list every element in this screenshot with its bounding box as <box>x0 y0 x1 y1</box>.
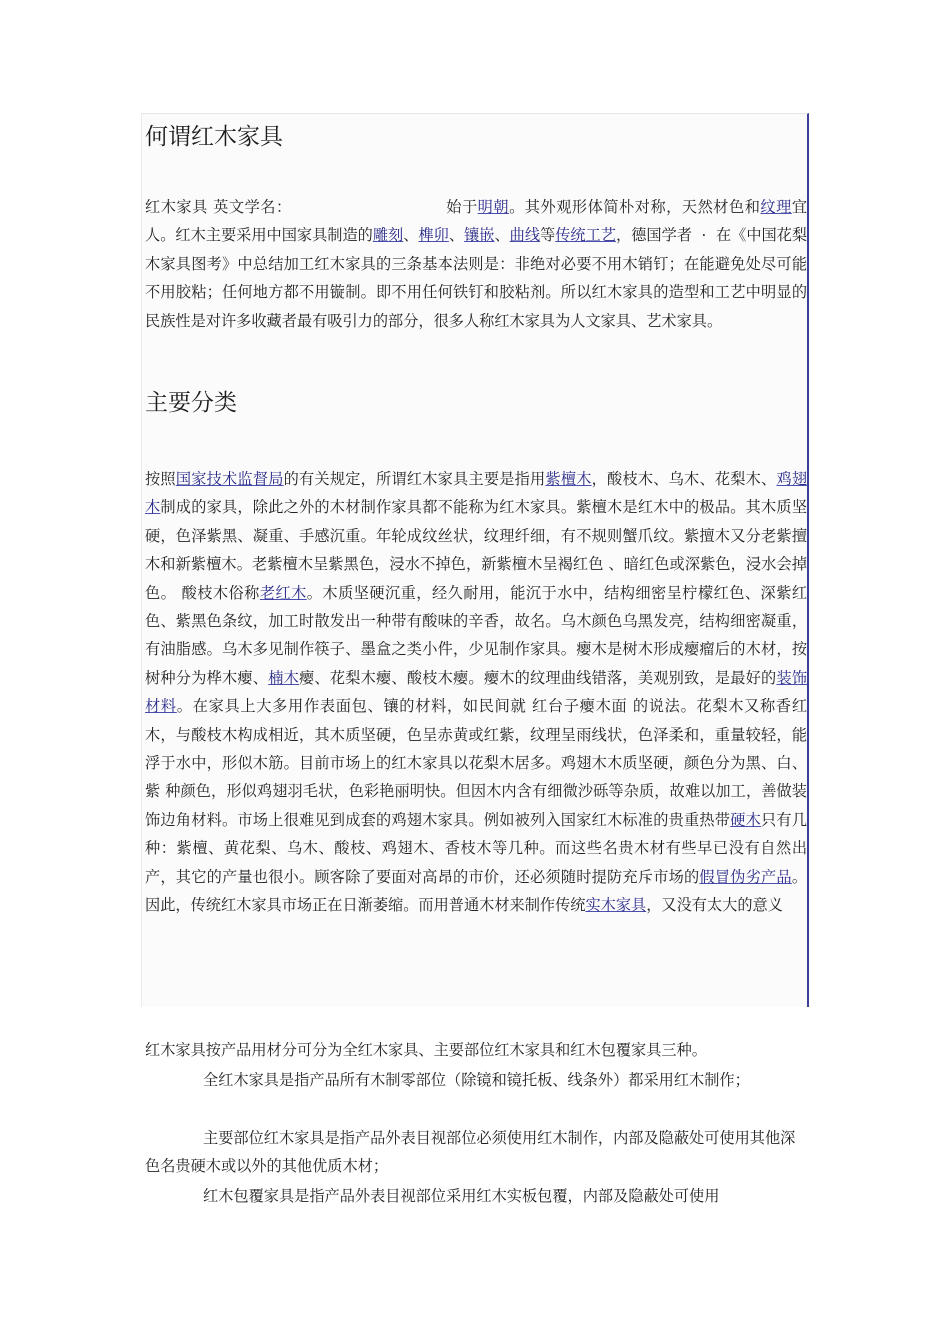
text-run: 。木质坚硬沉重，经久耐用，能沉于水中，结构细密呈柠檬红色、深紫红色、紫黑色条纹，加工时散发出一种带有酸味的辛香，故名。乌木颜色乌黑发亮，结构细密凝重，有油脂感。乌木多见制作筷子、墨盒之类小件，少见制作家具。瘿木是树木形成瘿瘤后的木材，按树种分为桦木瘿、 <box>145 583 808 687</box>
link-counterfeit[interactable]: 假冒伪劣产品 <box>699 867 792 886</box>
link-solid-wood[interactable]: 实木家具 <box>585 896 647 915</box>
name-dot: · <box>701 226 707 245</box>
text-run: 。因此，传统红木家具市场正在日渐萎缩。而用普通木材来制作传统 <box>145 867 808 915</box>
link-mortise-tenon[interactable]: 榫卯 <box>418 226 449 245</box>
category-full-rosewood: 全红木家具是指产品所有木制零部位（除镜和镜托板、线条外）都采用红木制作； <box>203 1071 750 1089</box>
page-title: 何谓红木家具 <box>145 124 283 150</box>
text-run: 只有几种：紫檀、黄花梨、乌木、酸枝、鸡翅木、香枝木等几种。而这些名贵木材有些早已没有自然出产，其它的产量也很小。顾客除了要面对高昂的市价，还必须随时提防充斥市场的 <box>145 810 808 886</box>
link-curve[interactable]: 曲线 <box>509 226 541 245</box>
category-veneer: 红木包覆家具是指产品外表目视部位采用红木实板包覆，内部及隐蔽处可使用 <box>203 1187 720 1205</box>
text-run: 瘿、花梨木瘿、酸枝木瘿。瘿木的纹理曲线错落，美观别致，是最好的 <box>299 668 777 687</box>
category-summary: 红木家具按产品用材分可分为全红木家具、主要部位红木家具和红木包覆家具三种。 <box>145 1041 707 1059</box>
text-run: 、 <box>403 226 419 245</box>
text-run: 宜人。红木主要采用中国家具制造的 <box>145 198 808 245</box>
text-run: ，酸枝木、乌木、花梨木、 <box>591 470 777 488</box>
text-run: 、 <box>494 226 510 245</box>
text-run: 。其外观形体简朴对称，天然材色和 <box>509 198 761 216</box>
link-carving[interactable]: 雕刻 <box>372 226 404 245</box>
link-decor-material[interactable]: 装饰材料 <box>145 668 808 716</box>
link-bureau[interactable]: 国家技术监督局 <box>175 470 284 488</box>
link-ming-dynasty[interactable]: 明朝 <box>477 198 510 216</box>
text-run: 在《中国花梨木家具图考》中总结加工红木家具的三条基本法则是：非绝对必要不用木销钉；在能避免处尽可能不用胶粘；任何地方都不用镟制。即不用任何铁钉和胶粘剂。所以红木家具的造型和工艺中明显的民族性是对许多收藏者最有吸引力的部分，很多人称红木家具为人文家具、艺术家具。 <box>145 226 808 330</box>
link-nanmu[interactable]: 楠木 <box>268 668 300 687</box>
text-run: 红木家具 英文学名： <box>145 198 292 216</box>
text-run: ，德国学者 <box>616 226 692 245</box>
link-hardwood[interactable]: 硬木 <box>730 810 762 829</box>
text-run: 的有关规定，所谓红木家具主要是指用 <box>283 470 546 488</box>
text-run: 等 <box>540 226 556 245</box>
classification-paragraph <box>145 465 807 920</box>
link-traditional-craft[interactable]: 传统工艺 <box>555 226 616 245</box>
intro-paragraph <box>145 193 807 335</box>
text-run: ，又没有太大的意义 <box>646 896 783 915</box>
link-zitan[interactable]: 紫檀木 <box>545 470 592 488</box>
link-inlay[interactable]: 镶嵌 <box>464 226 495 245</box>
text-run: 、 <box>448 226 465 245</box>
link-jichi[interactable]: 鸡翅木 <box>145 470 808 517</box>
text-run: 按照 <box>145 470 176 488</box>
category-main-parts: 主要部位红木家具是指产品外表目视部位必须使用红木制作，内部及隐蔽处可使用其他深色名贵硬木或以外的其他优质木材； <box>145 1129 796 1176</box>
section-heading: 主要分类 <box>145 390 237 416</box>
link-texture[interactable]: 纹理 <box>760 198 792 216</box>
link-old-rosewood[interactable]: 老红木 <box>259 583 307 602</box>
text-run: 始于 <box>445 198 478 216</box>
text-run: 。在家具上大多用作表面包、镶的材料，如民间就 红台子瘿木面 的说法。花梨木又称香红木，与酸枝木构成相近，其木质坚硬，色呈赤黄或红紫，纹理呈雨线状，色泽柔和，重量较轻，能浮于水中，形似木筋。目前市场上的红木家具以花梨木居多。鸡翅木木质坚硬，颜色分为黑、白、紫 种颜色，形似鸡翅羽毛状，色彩艳丽明快。但因木内含有细微沙砾等杂质，故难以加工，善做装饰边角材料。市场上很难见到成套的鸡翅木家具。例如被列入国家红木标准的贵重热带 <box>145 697 808 829</box>
text-run: 制成的家具，除此之外的木材制作家具都不能称为红木家具。紫檀木是红木中的极品。其木质坚硬，色泽紫黑、凝重、手感沉重。年轮成纹丝状，纹理纤细，有不规则蟹爪纹。紫擅木又分老紫擅木和新紫檀木。老紫檀木呈紫黑色，浸水不掉色，新紫檀木呈褐红色 、暗红色或深紫色，浸水会掉色。 酸枝木俗称 <box>145 498 808 602</box>
